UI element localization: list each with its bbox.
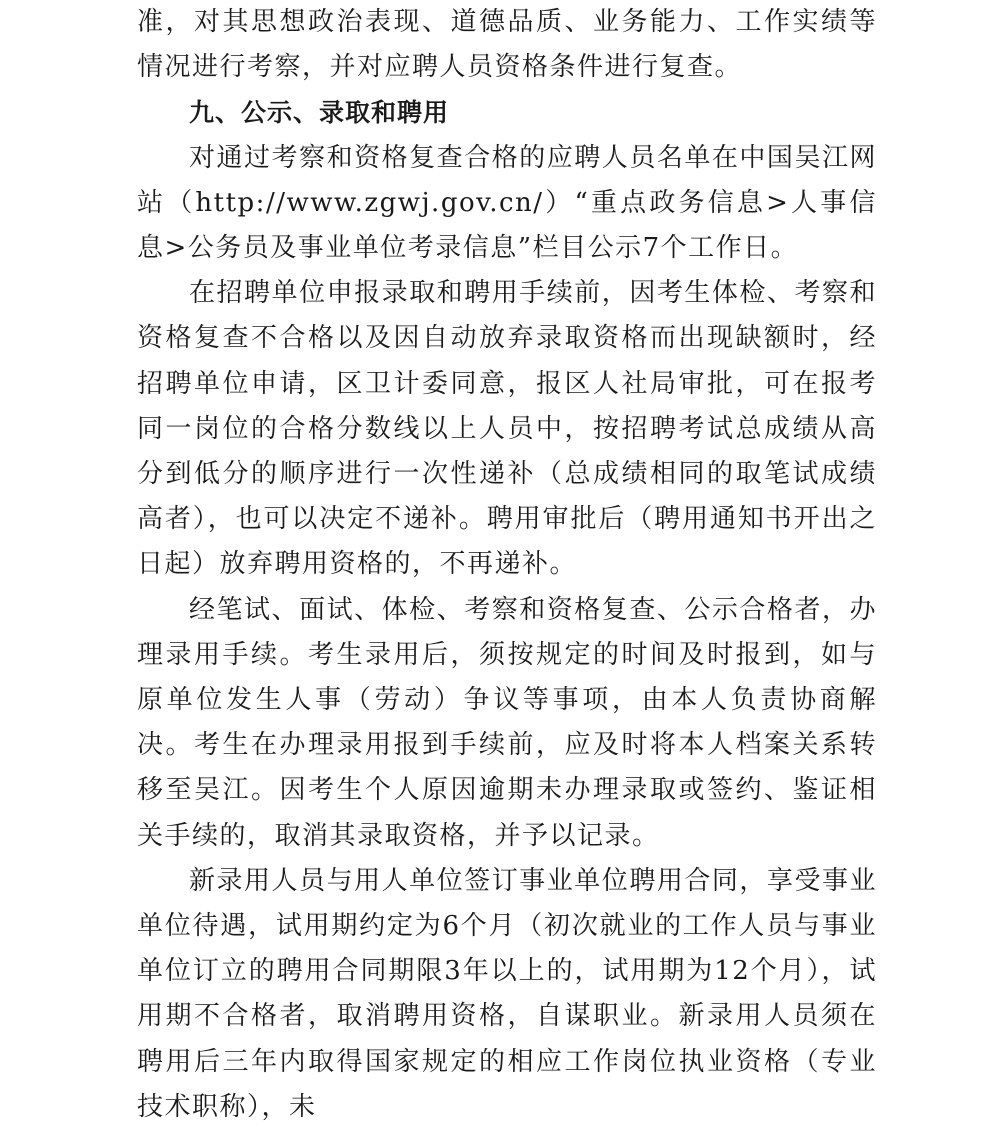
paragraph-vacancy-replacement: 在招聘单位申报录取和聘用手续前，因考生体检、考察和资格复查不合格以及因自动放弃录取资格而出现缺额时，经招聘单位申请，区卫计委同意，报区人社局审批，可在报考同一岗位的合格分数线以上人员中，按招聘考试总成绩从高分到低分的顺序进行一次性递补（总成绩相同的取笔试成绩高者），也可以决定不递补。聘用审批后（聘用通知书开出之日起）放弃聘用资格的，不再递补。 <box>137 278 877 580</box>
paragraph-contract-probation: 新录用人员与用人单位签订事业单位聘用合同，享受事业单位待遇，试用期约定为6个月（初次就业的工作人员与事业单位订立的聘用合同期限3年以上的，试用期为12个月），试用期不合格者，取消聘用资格，自谋职业。新录用人员须在聘用后三年内取得国家规定的相应工作岗位执业资格（专业技术职称），未 <box>137 865 877 1122</box>
paragraph-publicity: 对通过考察和资格复查合格的应聘人员名单在中国吴江网站（http://www.zgwj.gov.cn/）“重点政务信息>人事信息>公务员及事业单位考录信息”栏目公示7个工作日。 <box>137 142 877 264</box>
paragraph-employment-procedures: 经笔试、面试、体检、考察和资格复查、公示合格者，办理录用手续。考生录用后，须按规定的时间及时报到，如与原单位发生人事（劳动）争议等事项，由本人负责协商解决。考生在办理录用报到手续前，应及时将本人档案关系转移至吴江。因考生个人原因逾期未办理录取或签约、鉴证相关手续的，取消其录取资格，并予以记录。 <box>137 594 877 851</box>
document-body <box>137 0 877 1130</box>
section-heading: 九、公示、录取和聘用 <box>189 98 450 128</box>
continuation-paragraph: 准，对其思想政治表现、道德品质、业务能力、工作实绩等情况进行考察，并对应聘人员资格条件进行复查。 <box>137 7 877 83</box>
